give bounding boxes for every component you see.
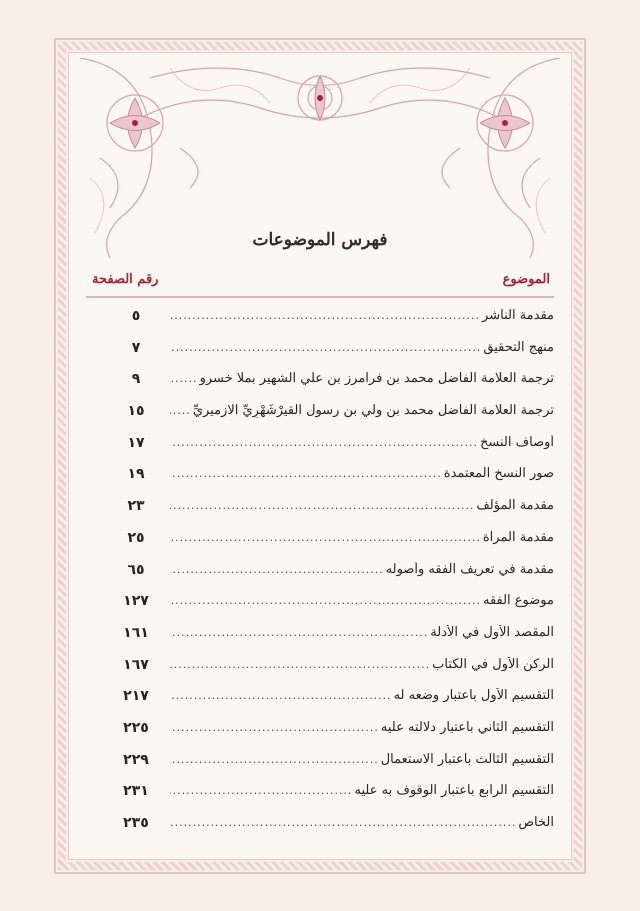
leader-dots xyxy=(170,563,384,576)
header-topic: الموضوع xyxy=(502,272,550,287)
toc-page-number: ١٧ xyxy=(127,434,145,451)
toc-entry-title: مقدمة الناشر xyxy=(482,308,554,323)
toc-row xyxy=(86,688,554,720)
leader-dots xyxy=(170,341,481,354)
header-page-number: رقم الصفحة xyxy=(92,272,159,287)
toc-entry xyxy=(168,498,554,513)
toc-entry xyxy=(168,371,554,386)
leader-dots xyxy=(170,531,481,544)
toc-entry-title: التقسيم الثاني باعتبار دلالته عليه xyxy=(380,719,554,735)
toc-page-number: ٢٢٥ xyxy=(123,719,149,736)
toc-row xyxy=(86,340,554,372)
toc-entry xyxy=(168,562,554,577)
toc-page-number: ٢٢٩ xyxy=(123,751,149,768)
toc-row xyxy=(86,371,554,403)
toc-page-number: ١٥ xyxy=(127,403,145,420)
toc-entry-title: أوصاف النسخ xyxy=(480,434,554,450)
toc-page-number: ٢٣ xyxy=(127,498,145,515)
toc-row xyxy=(86,752,554,784)
toc-entry-title: مقدمة المرآة xyxy=(482,529,554,545)
page-title: فهرس الموضوعات xyxy=(252,230,388,250)
leader-dots xyxy=(170,658,430,671)
toc-entry xyxy=(168,593,554,608)
toc-page-number: ٧ xyxy=(131,339,141,356)
toc-page-number: ١٩ xyxy=(127,466,145,483)
leader-dots xyxy=(170,721,379,734)
toc-page-number: ١٦١ xyxy=(123,624,149,641)
toc-page-number: ٢٥ xyxy=(127,529,145,546)
toc-entry xyxy=(168,530,554,545)
toc-entry xyxy=(168,340,554,355)
toc-page-number: ٩ xyxy=(131,371,141,388)
toc-entry xyxy=(168,435,554,450)
toc-row xyxy=(86,783,554,815)
toc-entry xyxy=(168,688,554,703)
toc-entry xyxy=(168,466,554,481)
header-divider xyxy=(86,296,554,298)
toc-row xyxy=(86,308,554,340)
toc-entry-title: موضوع الفقه xyxy=(482,593,554,609)
toc-page-number: ١٦٧ xyxy=(123,656,149,673)
toc-entry-title: ترجمة العلامة الفاضل محمد بن فرامرز بن علي الشهير بملا خسرو xyxy=(199,371,554,387)
toc-page-number: ٢٣٥ xyxy=(123,815,149,831)
toc-row xyxy=(86,530,554,562)
toc-entry-title: منهج التحقيق xyxy=(483,339,554,355)
toc-page-number: ٥ xyxy=(131,308,141,324)
toc-row xyxy=(86,657,554,689)
toc-entry-title: مقدمة في تعريف الفقه وأصوله xyxy=(385,561,554,577)
table-of-contents xyxy=(86,308,554,847)
toc-entry-title: ترجمة العلامة الفاضل محمد بن ولي بن رسول القيرْشَهْرِيِّ الازميريِّ xyxy=(192,403,554,419)
leader-dots xyxy=(170,753,379,766)
toc-row xyxy=(86,498,554,530)
toc-entry xyxy=(168,403,554,418)
toc-row xyxy=(86,593,554,625)
leader-dots xyxy=(170,436,478,449)
toc-entry xyxy=(168,815,554,830)
leader-dots xyxy=(170,594,481,607)
toc-row xyxy=(86,815,554,847)
leader-dots xyxy=(170,689,392,702)
toc-entry-title: المقصد الأول في الأدلة xyxy=(430,624,554,640)
toc-entry-title: التقسيم الثالث باعتبار الاستعمال xyxy=(380,751,554,767)
toc-entry xyxy=(168,308,554,323)
toc-entry-title: الخاص xyxy=(518,815,554,830)
toc-row xyxy=(86,403,554,435)
toc-entry xyxy=(168,625,554,640)
leader-dots xyxy=(170,784,353,797)
toc-header xyxy=(86,272,554,296)
toc-entry xyxy=(168,783,554,798)
toc-entry-title: التقسيم الرابع باعتبار الوقوف به عليه xyxy=(354,783,554,799)
toc-page-number: ٦٥ xyxy=(127,561,145,578)
leader-dots xyxy=(170,499,474,512)
toc-row xyxy=(86,562,554,594)
toc-page-number: ١٢٧ xyxy=(123,593,149,610)
leader-dots xyxy=(170,626,428,639)
toc-entry-title: التقسيم الأول باعتبار وضعه له xyxy=(393,688,554,704)
toc-entry xyxy=(168,657,554,672)
toc-row xyxy=(86,466,554,498)
toc-entry-title: الركن الأول في الكتاب xyxy=(432,656,554,672)
toc-entry-title: مقدمة المؤلف xyxy=(476,498,554,514)
leader-dots xyxy=(170,816,516,829)
toc-row xyxy=(86,720,554,752)
toc-page-number: ٢٣١ xyxy=(123,783,149,800)
toc-entry xyxy=(168,720,554,735)
leader-dots xyxy=(170,404,191,417)
toc-page-number: ٢١٧ xyxy=(123,688,149,705)
toc-row xyxy=(86,435,554,467)
toc-row xyxy=(86,625,554,657)
leader-dots xyxy=(170,467,442,480)
toc-entry-title: صور النسخ المعتمدة xyxy=(443,466,554,482)
leader-dots xyxy=(170,309,480,322)
toc-entry xyxy=(168,752,554,767)
leader-dots xyxy=(170,372,198,385)
